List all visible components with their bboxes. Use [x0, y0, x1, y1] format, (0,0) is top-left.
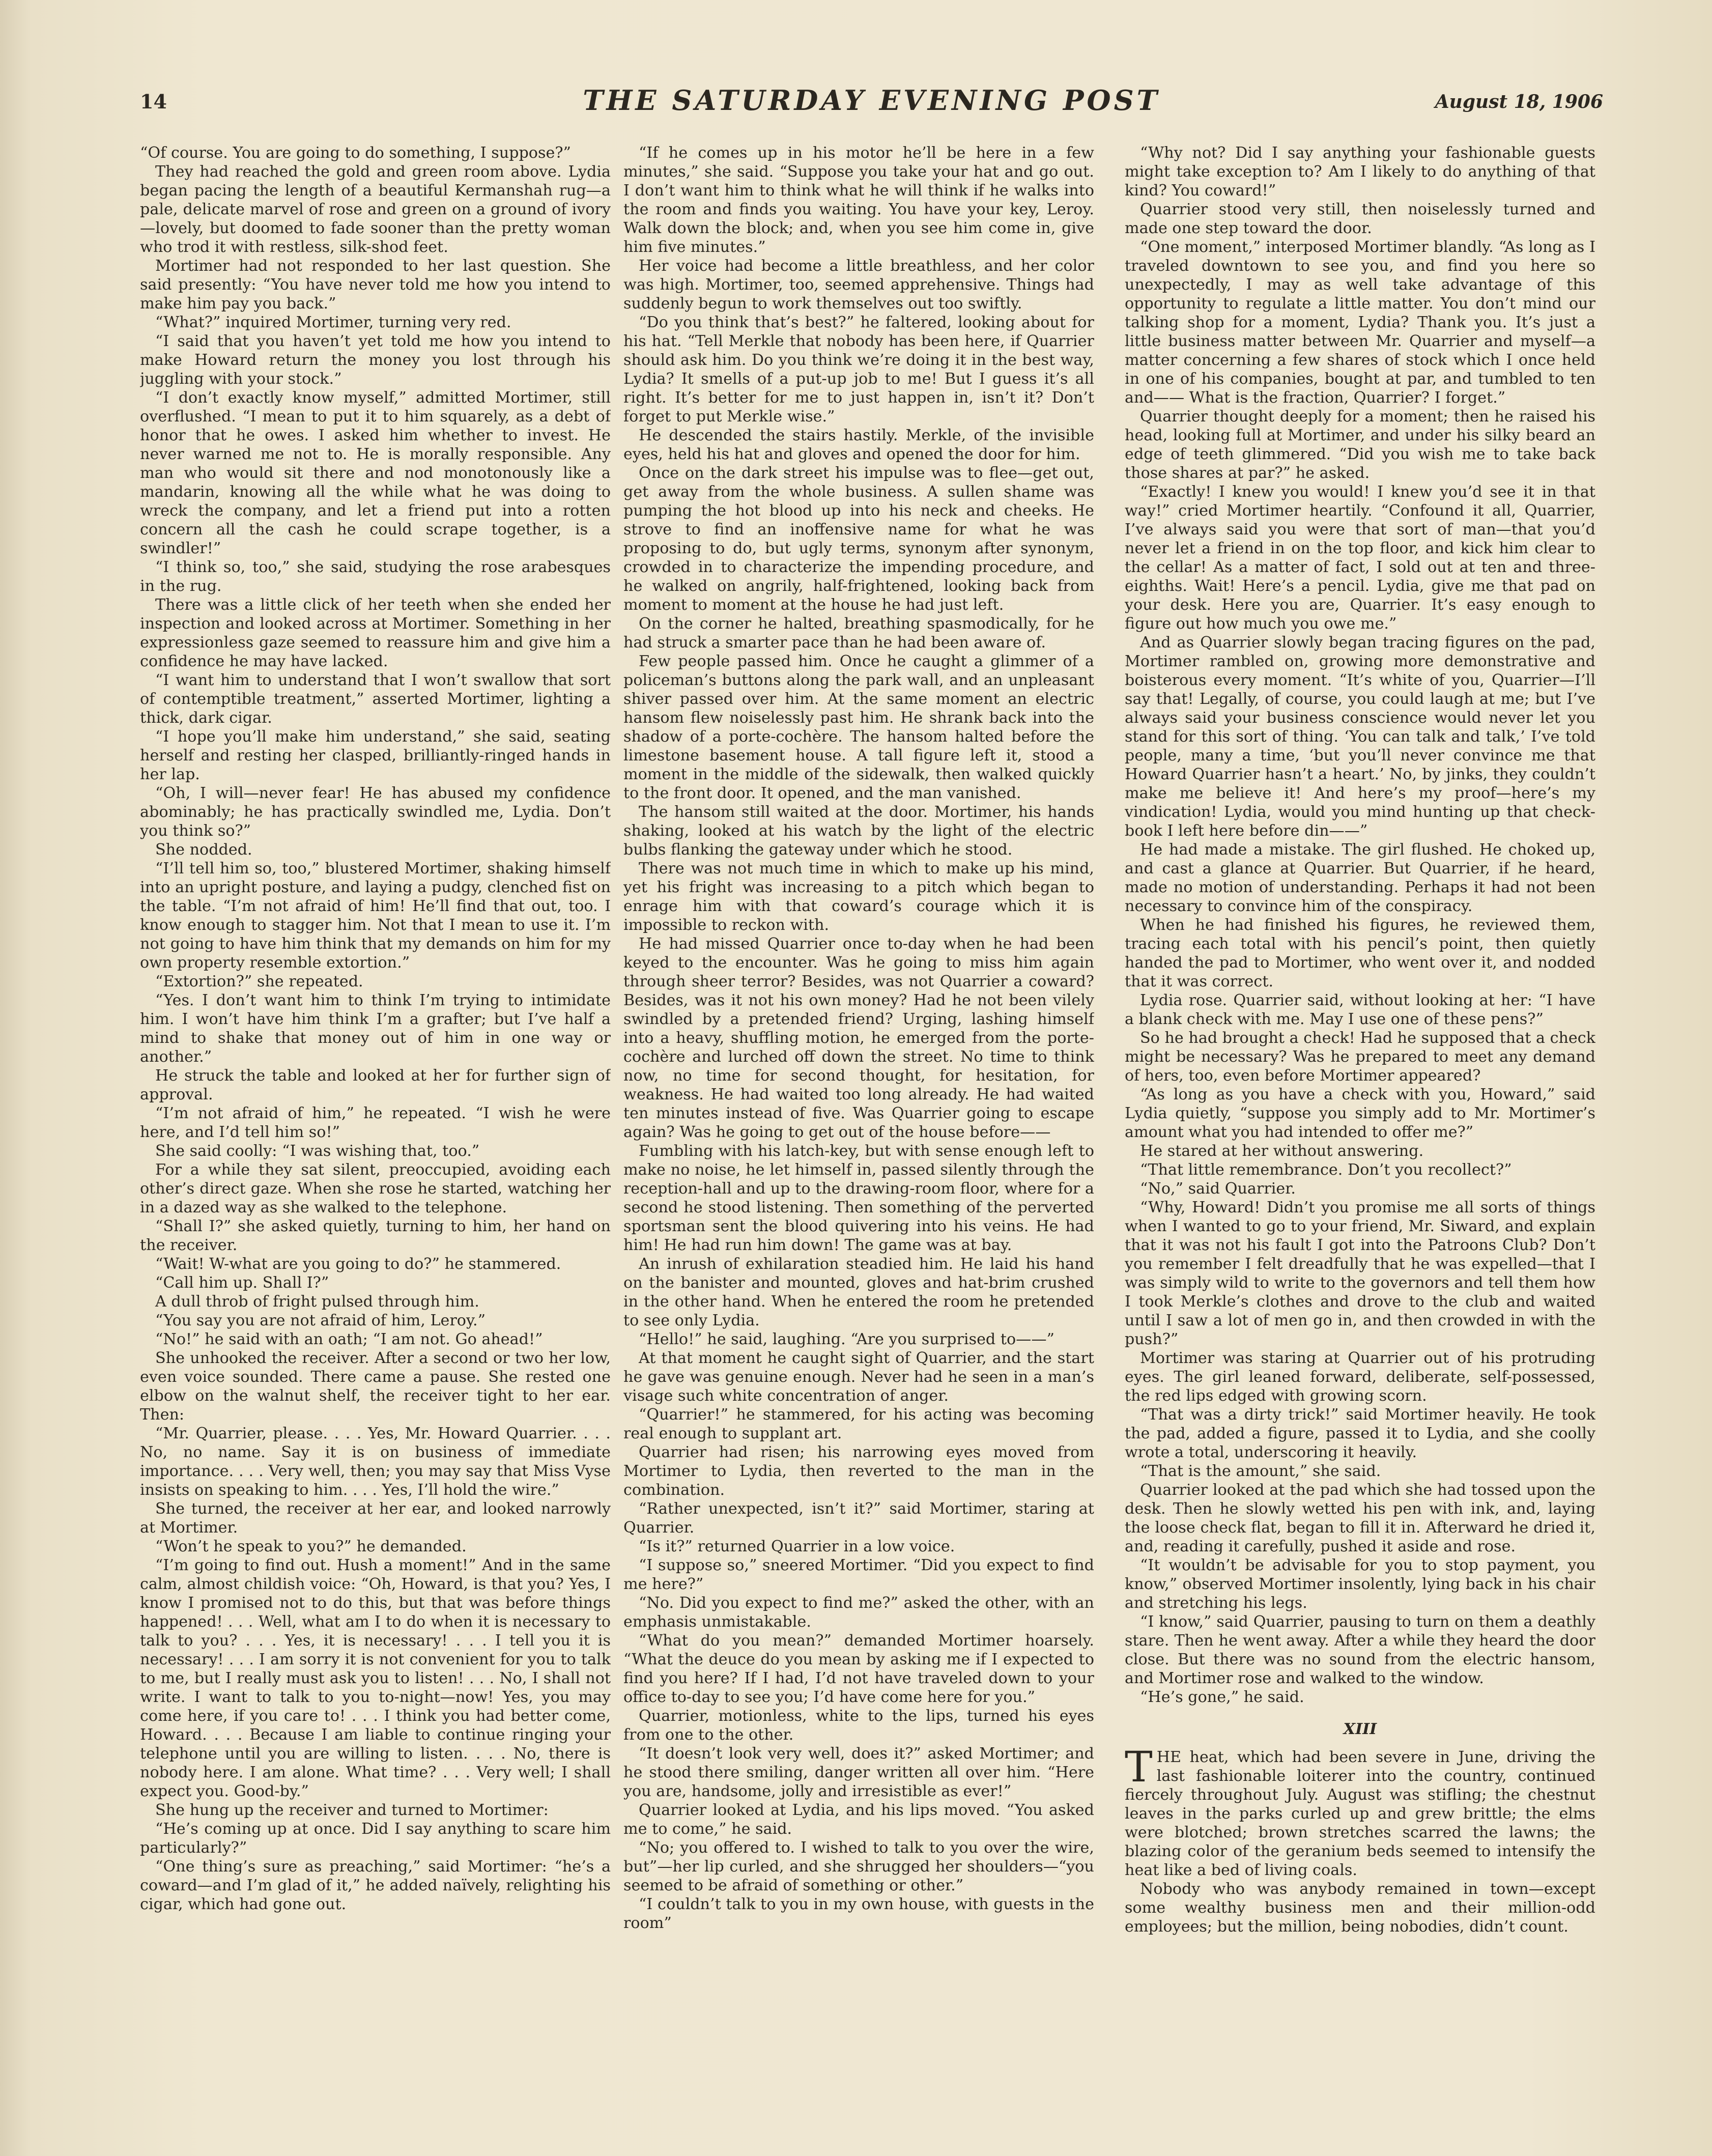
paragraph: He stared at her without answering. — [1140, 1142, 1424, 1160]
paragraph: He descended the stairs hastily. Merkle, of the invisible eyes, held his hat and gloves and opened the door for him. — [623, 427, 1094, 463]
paragraph: Mortimer was staring at Quarrier out of his protruding eyes. The girl leaned forward, deliberate, self-possessed, the red lips edged with growing scorn. — [1125, 1349, 1595, 1405]
paragraph — [1125, 1743, 1595, 1880]
paragraph: “I’m not afraid of him,” he repeated. “I wish he were here, and I’d tell him so!” — [140, 1104, 611, 1141]
paragraph: “You say you are not afraid of him, Leroy.” — [155, 1312, 486, 1329]
paragraph: She turned, the receiver at her ear, and looked narrowly at Mortimer. — [140, 1500, 611, 1537]
paragraph: “Wait! W-what are you going to do?” he stammered. — [155, 1255, 561, 1273]
paragraph: “That little remembrance. Don’t you recollect?” — [1140, 1161, 1512, 1179]
paragraph: Mortimer had not responded to her last question. She said presently: “You have never told me how you intend to make him pay you back.” — [140, 257, 611, 313]
paragraph: “As long as you have a check with you, Howard,” said Lydia quietly, “suppose you simply add to Mr. Mortimer’s amount what you had intended to offer me?” — [1125, 1086, 1595, 1141]
issue-date: August 18, 1906 — [1435, 91, 1603, 112]
paragraph: Quarrier looked at the pad which she had tossed upon the desk. Then he slowly wetted his pen with ink, and, laying the loose check flat, began to fill it in. Afterward he dried it, and, reading it carefully, pushed it aside and rose. — [1125, 1481, 1595, 1555]
paragraph: Quarrier had risen; his narrowing eyes moved from Mortimer to Lydia, then reverted to the man in the combination. — [623, 1443, 1094, 1499]
paragraph: “I don’t exactly know myself,” admitted Mortimer, still overflushed. “I mean to put it to him squarely, as a debt of honor that he owes. I asked him whether to invest. He never warned me not to. He is morally responsible. Any man who would sit there and nod monotonously like a mandarin, knowing all the while what he was doing to wreck the company, and let a friend put into a rotten concern all the cash he could scrape together, is a swindler!” — [140, 389, 611, 557]
paragraph: “Quarrier!” he stammered, for his acting was becoming real enough to supplant art. — [623, 1406, 1094, 1442]
paragraph: He had made a mistake. The girl flushed. He choked up, and cast a glance at Quarrier. But Quarrier, if he heard, made no motion of understanding. Perhaps it had not been necessary to convince him of the conspiracy. — [1125, 841, 1595, 915]
paragraph: “Call him up. Shall I?” — [155, 1274, 329, 1292]
paragraph: “Oh, I will—never fear! He has abused my confidence abominably; he has practically swindled me, Lydia. Don’t you think so?” — [140, 784, 611, 840]
paragraph: Fumbling with his latch-key, but with sense enough left to make no noise, he let himself in, passed silently through the reception-hall and up to the drawing-room floor, where for a second he stood listening. Then something of the perverted sportsman sent the blood quivering into his veins. He had him! He had run him down! The game was at bay. — [623, 1142, 1094, 1254]
paragraph: “I couldn’t talk to you in my own house, with guests in the room” — [623, 1895, 1094, 1932]
paragraph: “Why not? Did I say anything your fashionable guests might take exception to? Am I likely to do anything of that kind? You coward!” — [1125, 144, 1595, 200]
paragraph: “It doesn’t look very well, does it?” asked Mortimer; and he stood there smiling, danger written all over him. “Here you are, handsome, jolly and irresistible as ever!” — [623, 1745, 1094, 1800]
paragraph: When he had finished his figures, he reviewed them, tracing each total with his pencil’s point, then quietly handed the pad to Mortimer, who went over it, and nodded that it was correct. — [1125, 916, 1595, 990]
article-body — [140, 144, 1606, 2042]
masthead-title: THE SATURDAY EVENING POST — [583, 84, 1160, 117]
paragraph: “Exactly! I knew you would! I knew you’d see it in that way!” cried Mortimer heartily. “Confound it all, Quarrier, I’ve always said you were that sort of man—that you’d never let a friend in on the top floor, and kick him clear to the cellar! As a matter of fact, I sold out at ten and three-eighths. Wait! Here’s a pencil. Lydia, give me that pad on your desk. Here you are, Quarrier. It’s easy enough to figure out how much you owe me.” — [1125, 483, 1595, 633]
paragraph: And as Quarrier slowly began tracing figures on the pad, Mortimer rambled on, growing more demonstrative and boisterous every moment. “It’s white of you, Quarrier—I’ll say that! Legally, of course, you could laugh at me; but I’ve always said your business conscience would never let you stand for this sort of thing. ‘You can talk and talk,’ I’ve told people, many a time, ‘but you’ll never convince me that Howard Quarrier hasn’t a heart.’ No, by jinks, they couldn’t make me believe it! And here’s my proof—here’s my vindication! Lydia, would you mind hunting up that check-book I left here before din——” — [1125, 634, 1595, 840]
paragraph: At that moment he caught sight of Quarrier, and the start he gave was genuine enough. Never had he seen in a man’s visage such white concentration of anger. — [623, 1349, 1094, 1405]
paragraph: “I hope you’ll make him understand,” she said, seating herself and resting her clasped, brilliantly-ringed hands in her lap. — [140, 728, 611, 783]
paragraph: Lydia rose. Quarrier said, without looking at her: “I have a blank check with me. May I use one of these pens?” — [1125, 991, 1595, 1028]
paragraph: “Hello!” he said, laughing. “Are you surprised to——” — [639, 1330, 1054, 1348]
paragraph: “No,” said Quarrier. — [1140, 1180, 1296, 1198]
section-heading: XIII — [1343, 1720, 1377, 1738]
paragraph: “I want him to understand that I won’t swallow that sort of contemptible treatment,” asserted Mortimer, lighting a thick, dark cigar. — [140, 671, 611, 727]
page-header — [140, 84, 1603, 130]
paragraph: “Why, Howard! Didn’t you promise me all sorts of things when I wanted to go to your friend, Mr. Siward, and explain that it was not his fault I got into the Patroons Club? Don’t you remember I felt dreadfully that he was expelled—that I was simply wild to write to the governors and tell them how I took Merkle’s clothes and drove to the club and waited until I saw a lot of men go in, and then crowded in with the push?” — [1125, 1199, 1595, 1348]
paragraph: “That was a dirty trick!” said Mortimer heavily. He took the pad, added a figure, passed it to Lydia, and she coolly wrote a total, underscoring it heavily. — [1125, 1406, 1595, 1461]
paragraph: “I suppose so,” sneered Mortimer. “Did you expect to find me here?” — [623, 1556, 1094, 1593]
paragraph: There was a little click of her teeth when she ended her inspection and looked across at Mortimer. Something in her expressionless gaze seemed to reassure him and give him a confidence he may have lacked. — [140, 596, 611, 670]
paragraph: A dull throb of fright pulsed through him. — [155, 1293, 479, 1311]
paragraph: Few people passed him. Once he caught a glimmer of a policeman’s buttons along the park wall, and an unpleasant shiver passed over him. At the same moment an electric hansom flew noiselessly past him. He shrank back into the shadow of a porte-cochère. The hansom halted before the limestone basement house. A tall figure left it, stood a moment in the middle of the sidewalk, then walked quickly to the front door. It opened, and the man vanished. — [623, 653, 1094, 802]
paragraph: For a while they sat silent, preoccupied, avoiding each other’s direct gaze. When she rose he started, watching her in a dazed way as she walked to the telephone. — [140, 1161, 611, 1216]
paragraph: “Yes. I don’t want him to think I’m trying to intimidate him. I won’t have him think I’m a grafter; but I’ve half a mind to shake that money out of him in one way or another.” — [140, 991, 611, 1066]
text-column-2 — [623, 144, 1094, 2042]
paragraph: “He’s gone,” he said. — [1140, 1688, 1304, 1706]
paragraph: On the corner he halted, breathing spasmodically, for he had struck a smarter pace than he had been aware of. — [623, 615, 1094, 651]
paragraph: “He’s coming up at once. Did I say anything to scare him particularly?” — [140, 1820, 611, 1857]
paragraph: “One moment,” interposed Mortimer blandly. “As long as I traveled downtown to see you, and find you here so unexpectedly, I may as well take advantage of this opportunity to regulate a little matter. You don’t mind our talking shop for a moment, Lydia? Thank you. It’s just a little business matter between Mr. Quarrier and myself—a matter concerning a few shares of stock which I once held in one of his companies, bought at par, and tumbled to ten and—— What is the fraction, Quarrier? I forget.” — [1125, 238, 1595, 407]
paragraph: “I know,” said Quarrier, pausing to turn on them a deathly stare. Then he went away. After a while they heard the door close. But there was no sound from the electric hansom, and Mortimer rose and walked to the window. — [1125, 1613, 1595, 1687]
paragraph: “It wouldn’t be advisable for you to stop payment, you know,” observed Mortimer insolently, lying back in his chair and stretching his legs. — [1125, 1556, 1595, 1612]
paragraph: She hung up the receiver and turned to Mortimer: — [155, 1801, 549, 1819]
paragraph: “Of course. You are going to do something, I suppose?” — [140, 144, 571, 162]
drop-cap: T — [1125, 1743, 1153, 1792]
paragraph: There was not much time in which to make up his mind, yet his fright was increasing to a pitch which began to enrage him with that coward’s courage which it is impossible to reckon with. — [623, 860, 1094, 934]
page-number: 14 — [140, 90, 167, 113]
paragraph: “Shall I?” she asked quietly, turning to him, her hand on the receiver. — [140, 1217, 611, 1254]
paragraph: “I’ll tell him so, too,” blustered Mortimer, shaking himself into an upright posture, and laying a pudgy, clenched fist on the table. “I’m not afraid of him! He’ll find that out, too. I know enough to stagger him. Not that I mean to use it. I’m not going to have him think that my demands on him for my own property resemble extortion.” — [140, 860, 611, 972]
paragraph: Nobody who was anybody remained in town—except some wealthy business men and their million-odd employees; but the million, being nobodies, didn’t count. — [1125, 1880, 1595, 1936]
paragraph: He had missed Quarrier once to-day when he had been keyed to the encounter. Was he going to miss him again through sheer terror? Besides, was not Quarrier a coward? Besides, was it not his own money? Had he not been vilely swindled by a pretended friend? Urging, lashing himself into a heavy, shuffling motion, he emerged from the porte-cochère and lurched off down the street. No time to think now, no time for second thought, for hesitation, for weakness. He had waited too long already. He had waited ten minutes instead of five. Was Quarrier going to escape again? Was he going to get out of the house before—— — [623, 935, 1094, 1141]
paragraph: Once on the dark street his impulse was to flee—get out, get away from the whole business. A sullen shame was pumping the hot blood up into his neck and cheeks. He strove to find an inoffensive name for what he was proposing to do, but ugly terms, synonym after synonym, crowded in to characterize the impending procedure, and he walked on angrily, half-frightened, looking back from moment to moment at the house he had just left. — [623, 464, 1094, 614]
text-column-3 — [1125, 144, 1595, 2042]
paragraph: She unhooked the receiver. After a second or two her low, even voice sounded. There came a pause. She rested one elbow on the walnut shelf, the receiver tight to her ear. Then: — [140, 1349, 611, 1424]
paragraph: “No; you offered to. I wished to talk to you over the wire, but”—her lip curled, and she shrugged her shoulders—“you seemed to be afraid of something or other.” — [623, 1839, 1094, 1894]
paragraph: “Do you think that’s best?” he faltered, looking about for his hat. “Tell Merkle that nobody has been here, if Quarrier should ask him. Do you think we’re doing it in the best way, Lydia? It smells of a put-up job to me! But I guess it’s all right. It’s better for me to just happen in, isn’t it? Don’t forget to put Merkle wise.” — [623, 314, 1094, 425]
paragraph: “Mr. Quarrier, please. . . . Yes, Mr. Howard Quarrier. . . . No, no name. Say it is on business of immediate importance. . . . Very well, then; you may say that Miss Vyse insists on speaking to him. . . . Yes, I’ll hold the wire.” — [140, 1425, 611, 1499]
paragraph: “I think so, too,” she said, studying the rose arabesques in the rug. — [140, 558, 611, 595]
paragraph: “No!” he said with an oath; “I am not. Go ahead!” — [155, 1330, 543, 1348]
paragraph: “No. Did you expect to find me?” asked the other, with an emphasis unmistakable. — [623, 1594, 1094, 1631]
paragraph: “Is it?” returned Quarrier in a low voice. — [639, 1538, 955, 1555]
paragraph-text: HE heat, which had been severe in June, driving the last fashionable loiterer into the country, continued fiercely throughout July. August was stifling; the chestnut leaves in the parks curled up and grew brittle; the elms were blotched; brown stretches scarred the lawns; the blazing color of the geranium beds seemed to intensify the heat like a bed of living coals. — [1125, 1748, 1595, 1879]
paragraph: She said coolly: “I was wishing that, too.” — [155, 1142, 480, 1160]
paragraph: The hansom still waited at the door. Mortimer, his hands shaking, looked at his watch by the light of the electric bulbs flanking the gateway under which he stood. — [623, 803, 1094, 859]
paragraph: He struck the table and looked at her for further sign of approval. — [140, 1067, 611, 1103]
paragraph: Quarrier, motionless, white to the lips, turned his eyes from one to the other. — [623, 1707, 1094, 1744]
paragraph: “What?” inquired Mortimer, turning very red. — [155, 314, 511, 331]
text-column-1 — [140, 144, 611, 2042]
paragraph: “If he comes up in his motor he’ll be here in a few minutes,” she said. “Suppose you take your hat and go out. I don’t want him to think what he will think if he walks into the room and finds you waiting. You have your key, Leroy. Walk down the block; and, when you see him come in, give him five minutes.” — [623, 144, 1094, 256]
paragraph: “That is the amount,” she said. — [1140, 1462, 1381, 1480]
paragraph: “One thing’s sure as preaching,” said Mortimer: “he’s a coward—and I’m glad of it,” he added naïvely, relighting his cigar, which had gone out. — [140, 1858, 611, 1913]
paragraph: “Won’t he speak to you?” he demanded. — [155, 1538, 467, 1555]
paragraph: “Rather unexpected, isn’t it?” said Mortimer, staring at Quarrier. — [623, 1500, 1094, 1537]
paragraph: They had reached the gold and green room above. Lydia began pacing the length of a beautiful Kermanshah rug—a pale, delicate marvel of rose and green on a ground of ivory—lovely, but doomed to fade sooner than the pretty woman who trod it with restless, silk-shod feet. — [140, 163, 611, 256]
paragraph: Quarrier stood very still, then noiselessly turned and made one step toward the door. — [1125, 201, 1595, 237]
paragraph: So he had brought a check! Had he supposed that a check might be necessary? Was he prepared to meet any demand of hers, too, even before Mortimer appeared? — [1125, 1029, 1595, 1085]
paragraph: “I’m going to find out. Hush a moment!” And in the same calm, almost childish voice: “Oh, Howard, is that you? Yes, I know I promised not to do this, but that was before things happened! . . . Well, what am I to do when it is necessary to talk to you? . . . Yes, it is necessary! . . . I tell you it is necessary! . . . I am sorry it is not convenient for you to talk to me, but I really must ask you to listen! . . . No, I shall not write. I want to talk to you to-night—now! Yes, you may come here, if you care to! . . . I think you had better come, Howard. . . . Because I am liable to continue ringing your telephone until you are willing to listen. . . . No, there is nobody here. I am alone. What time? . . . Very well; I shall expect you. Good-by.” — [140, 1556, 611, 1800]
paragraph: She nodded. — [155, 841, 252, 859]
paragraph: An inrush of exhilaration steadied him. He laid his hand on the banister and mounted, gloves and hat-brim crushed in the other hand. When he entered the room he pretended to see only Lydia. — [623, 1255, 1094, 1329]
paragraph: “What do you mean?” demanded Mortimer hoarsely. “What the deuce do you mean by asking me if I expected to find you here? If I had, I’d not have traveled down to your office to-day to see you; I’d have come here for you.” — [623, 1632, 1094, 1706]
paragraph: Her voice had become a little breathless, and her color was high. Mortimer, too, seemed apprehensive. Things had suddenly begun to work themselves out too swiftly. — [623, 257, 1094, 313]
paragraph: Quarrier looked at Lydia, and his lips moved. “You asked me to come,” he said. — [623, 1801, 1094, 1838]
paragraph: “Extortion?” she repeated. — [155, 973, 363, 990]
paragraph: Quarrier thought deeply for a moment; then he raised his head, looking full at Mortimer, and under his silky beard an edge of teeth glimmered. “Did you wish me to take back those shares at par?” he asked. — [1125, 408, 1595, 482]
paragraph: “I said that you haven’t yet told me how you intend to make Howard return the money you lost through his juggling with your stock.” — [140, 332, 611, 388]
